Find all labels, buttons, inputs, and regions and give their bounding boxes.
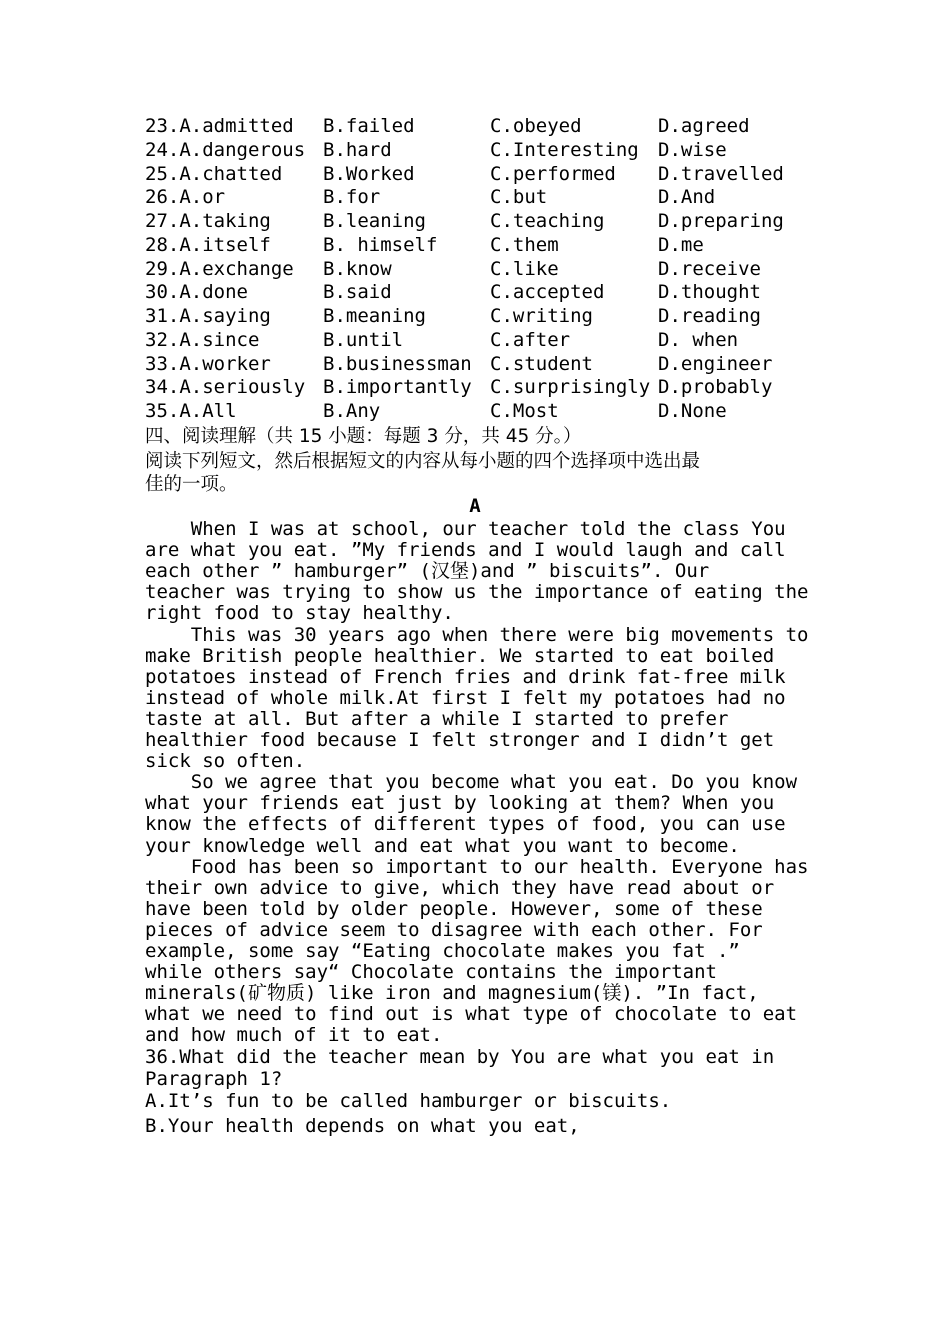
option-d: D.receive <box>658 257 761 280</box>
option-d: D.wise <box>658 138 727 161</box>
passage-line: example, some say “Eating chocolate makes you fat .” <box>145 940 740 962</box>
option-d: D.me <box>658 233 704 256</box>
option-a: 31.A.saying <box>145 305 271 327</box>
passage-line: and how much of it to eat. <box>145 1024 443 1047</box>
passage-label: A <box>469 495 481 517</box>
answer-option-b: B.Your health depends on what you eat, <box>145 1115 580 1137</box>
passage-line: teacher was trying to show us the importance of eating the <box>145 581 809 604</box>
passage-line: Food has been so important to our health. Everyone has <box>145 855 809 878</box>
option-a: 32.A.since <box>145 328 260 351</box>
option-b: B.businessman <box>323 352 472 375</box>
instruction-line: 阅读下列短文，然后根据短文的内容从每小题的四个选择项中选出最 <box>145 451 701 472</box>
option-d: D.agreed <box>658 115 750 137</box>
passage-line: taste at all. But after a while I started to prefer <box>145 707 729 730</box>
option-b: B.Worked <box>323 162 415 185</box>
answer-option-a: A.It’s fun to be called hamburger or biscuits. <box>145 1090 672 1112</box>
passage-line: minerals(矿物质) like iron and magnesium(镁). ”In fact, <box>145 982 759 1005</box>
option-d: D.engineer <box>658 352 773 375</box>
option-c: C.Most <box>490 400 559 422</box>
option-b: B.failed <box>323 115 415 137</box>
option-a: 28.A.itself <box>145 233 271 256</box>
option-c: C.teaching <box>490 210 605 232</box>
passage-line: your knowledge well and eat what you want to become. <box>145 834 740 857</box>
passage-line: make British people healthier. We started to eat boiled <box>145 644 775 667</box>
passage-line: what we need to find out is what type of chocolate to eat <box>145 1003 798 1026</box>
option-a: 34.A.seriously <box>145 376 306 399</box>
option-d: D. when <box>658 328 739 351</box>
option-d: D.reading <box>658 305 761 327</box>
passage-line: So we agree that you become what you eat. Do you know <box>145 771 798 794</box>
option-b: B. himself <box>323 233 438 256</box>
passage-line: healthier food because I felt stronger and I didn’t get <box>145 729 775 751</box>
option-a: 24.A.dangerous <box>145 138 306 161</box>
option-c: C.Interesting <box>490 138 639 161</box>
passage-line: pieces of advice seem to disagree with each other. For <box>145 918 763 941</box>
option-c: C.them <box>490 233 559 256</box>
passage-line: right food to stay healthy. <box>145 602 454 625</box>
option-b: B.until <box>323 328 404 351</box>
option-d: D.probably <box>658 376 773 399</box>
option-d: D.thought <box>658 281 761 304</box>
option-d: D.travelled <box>658 162 784 185</box>
option-c: C.but <box>490 186 548 209</box>
option-c: C.performed <box>490 162 616 185</box>
option-c: C.like <box>490 257 559 280</box>
passage-line: what your friends eat just by looking at them? When you <box>145 792 775 815</box>
passage-line: When I was at school, our teacher told the class You <box>145 518 786 540</box>
passage-line: each other ” hamburger” (汉堡)and ” biscuits”. Our <box>145 560 710 583</box>
option-a: 29.A.exchange <box>145 257 294 280</box>
option-c: C.writing <box>490 305 593 327</box>
option-a: 23.A.admitted <box>145 115 294 137</box>
option-d: D.And <box>658 186 716 209</box>
option-b: B.Any <box>323 400 381 422</box>
option-c: C.surprisingly <box>490 376 651 399</box>
option-a: 26.A.or <box>145 186 226 209</box>
option-a: 33.A.worker <box>145 352 271 375</box>
option-b: B.leaning <box>323 210 426 232</box>
passage-line: know the effects of different types of food, you can use <box>145 813 786 836</box>
question-line: 36.What did the teacher mean by You are what you eat in <box>145 1046 775 1068</box>
passage-line: while others say“ Chocolate contains the important <box>145 961 717 984</box>
option-b: B.for <box>323 186 381 209</box>
option-b: B.know <box>323 257 392 280</box>
option-c: C.obeyed <box>490 115 582 137</box>
option-b: B.said <box>323 281 392 304</box>
option-b: B.hard <box>323 138 392 161</box>
option-c: C.student <box>490 352 593 375</box>
option-b: B.meaning <box>323 305 426 327</box>
passage-line: are what you eat. ”My friends and I would laugh and call <box>145 539 786 562</box>
passage-line: This was 30 years ago when there were big movements to <box>145 623 809 646</box>
option-d: D.None <box>658 400 727 422</box>
passage-line: potatoes instead of French fries and drink fat-free milk <box>145 665 786 688</box>
option-a: 30.A.done <box>145 281 248 304</box>
section-title: 四、阅读理解（共 15 小题：每题 3 分，共 45 分。） <box>145 426 582 447</box>
option-c: C.accepted <box>490 281 605 304</box>
passage-line: their own advice to give, which they have read about or <box>145 876 775 899</box>
option-a: 27.A.taking <box>145 210 271 232</box>
passage-line: sick so often. <box>145 750 306 773</box>
option-d: D.preparing <box>658 210 784 232</box>
option-a: 35.A.All <box>145 400 237 422</box>
instruction-line: 佳的一项。 <box>145 474 238 495</box>
passage-line: have been told by older people. However, some of these <box>145 897 763 920</box>
option-b: B.importantly <box>323 376 472 399</box>
passage-line: instead of whole milk.At first I felt my potatoes had no <box>145 686 786 709</box>
option-a: 25.A.chatted <box>145 162 283 185</box>
question-line: Paragraph 1? <box>145 1068 283 1090</box>
option-c: C.after <box>490 328 571 351</box>
